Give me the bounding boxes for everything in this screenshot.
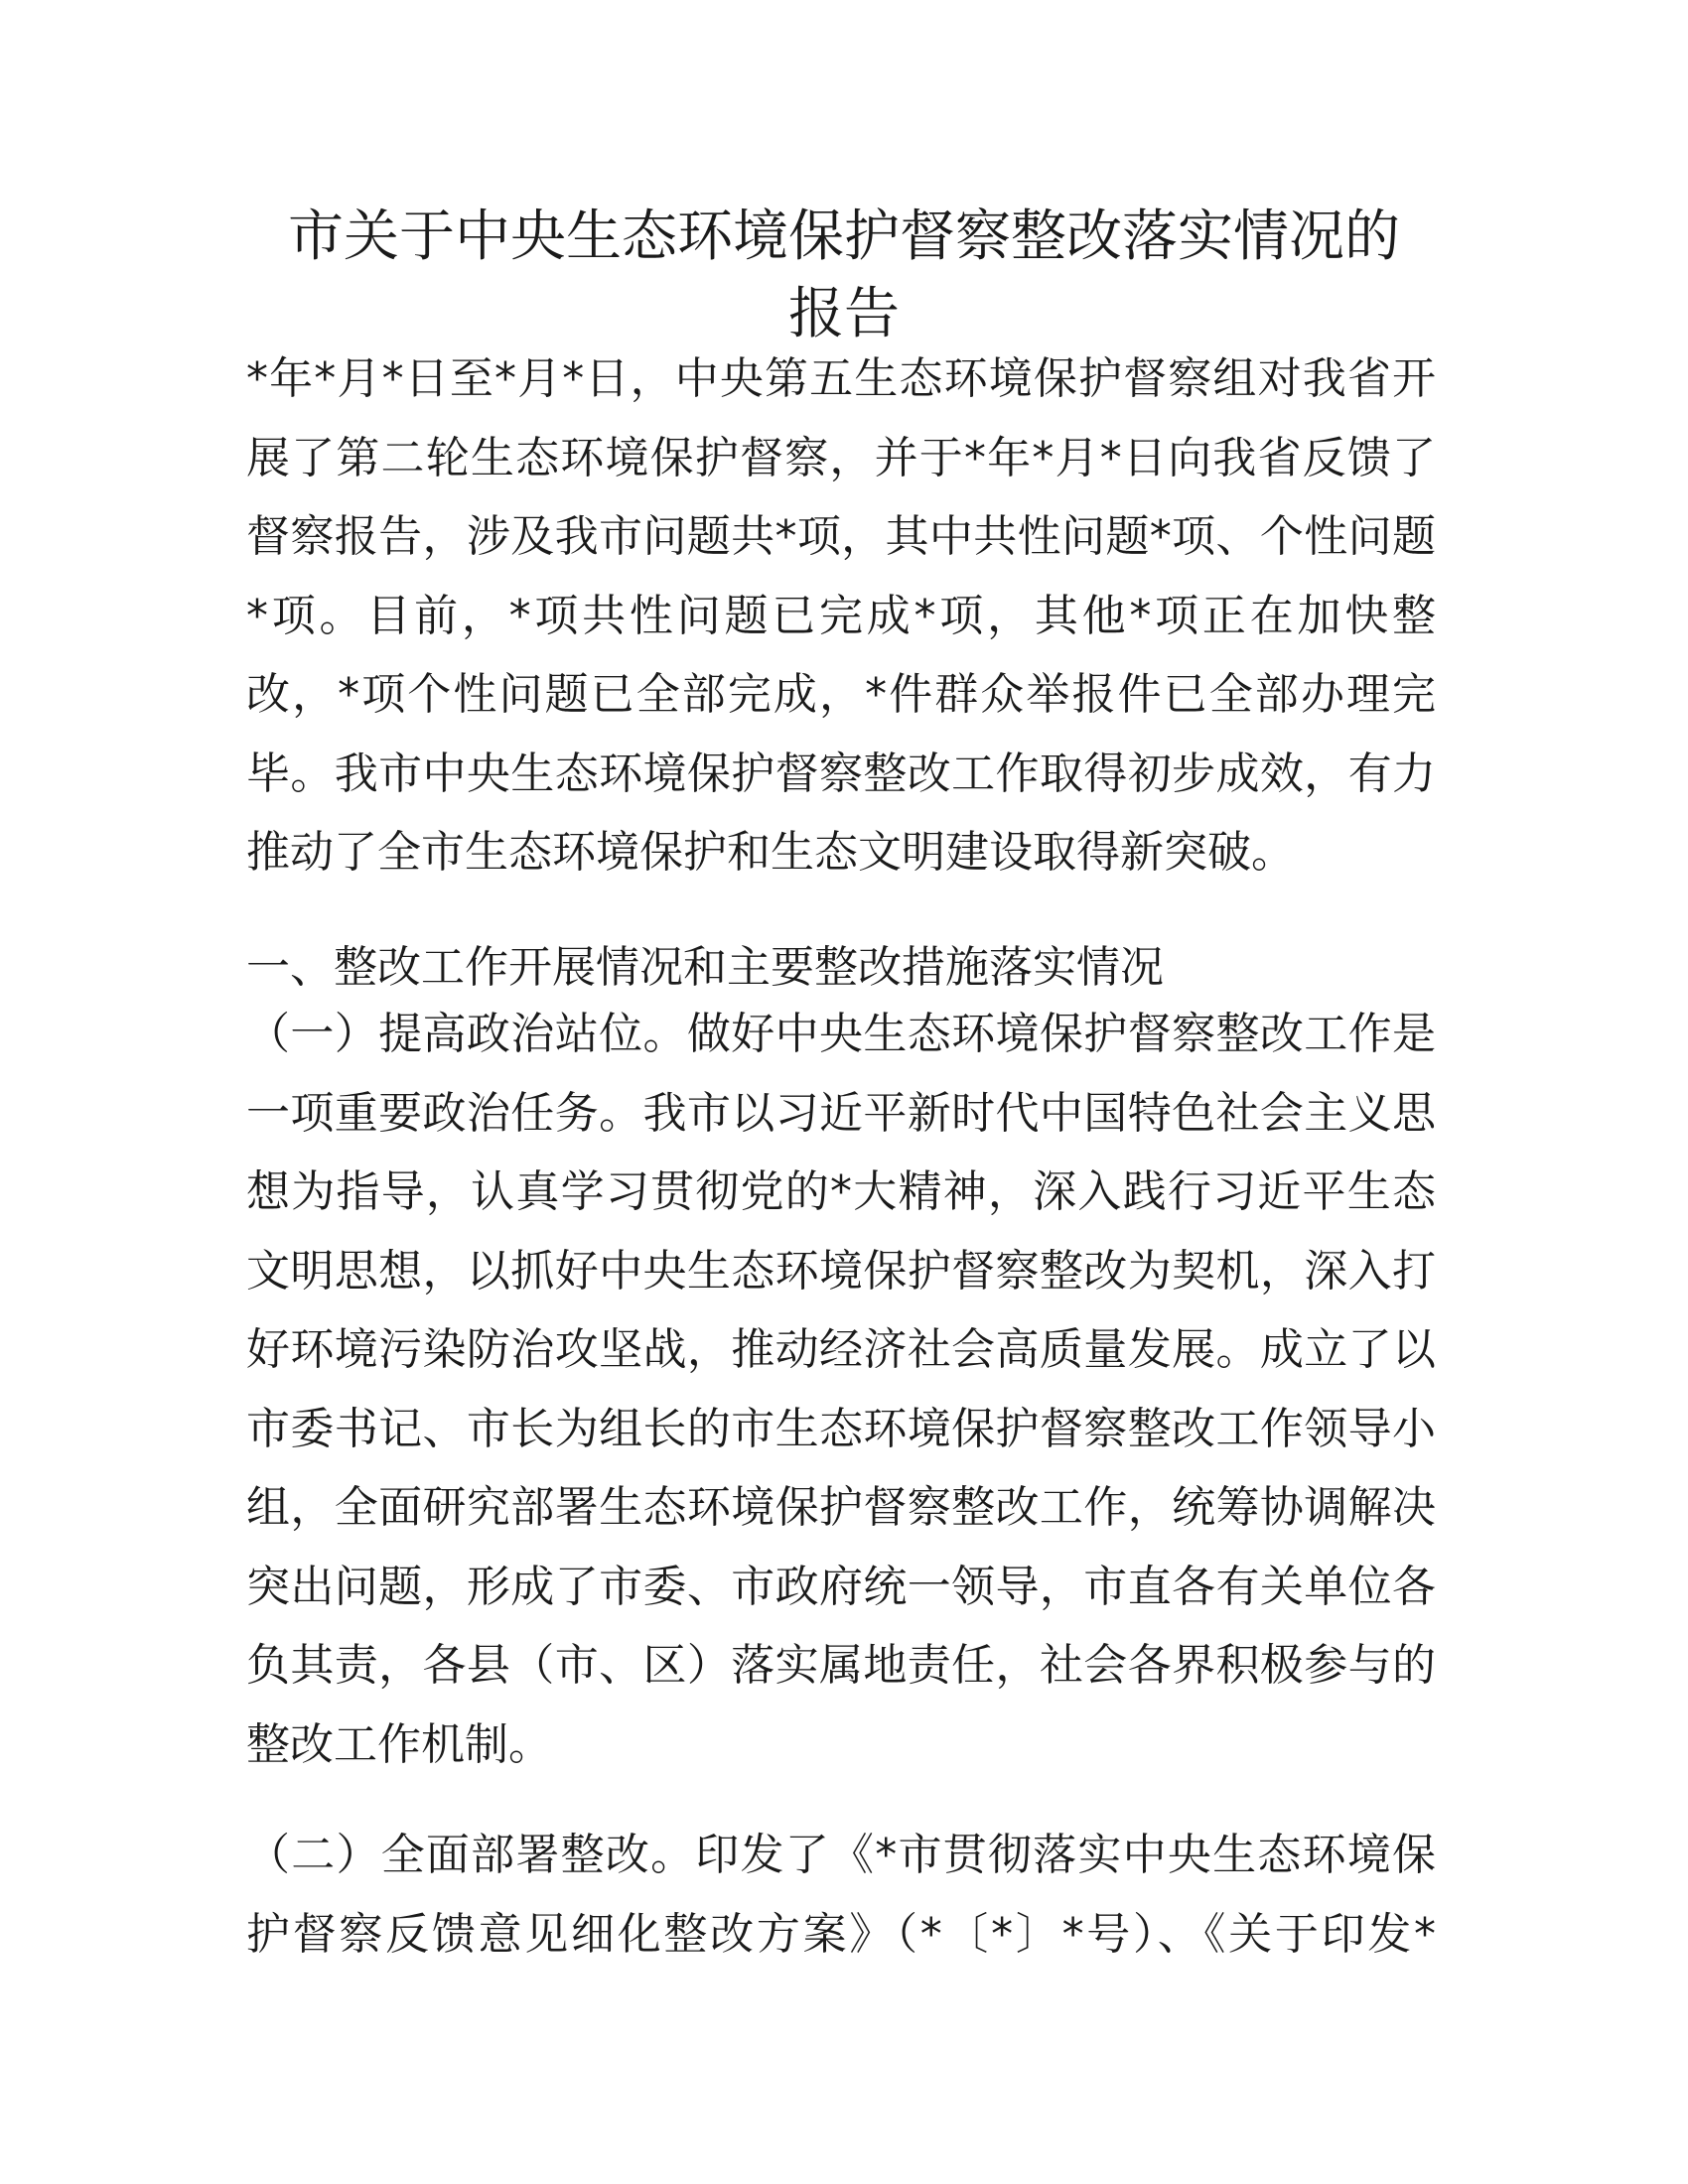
paragraph-line: 文明思想，以抓好中央生态环境保护督察整改为契机，深入打: [246, 1245, 1436, 1297]
intro-line: 推动了全市生态环境保护和生态文明建设取得新突破。: [246, 827, 1295, 878]
intro-line: 展了第二轮生态环境保护督察，并于*年*月*日向我省反馈了: [246, 432, 1436, 483]
title-line-1: 市关于中央生态环境保护督察整改落实情况的: [288, 205, 1400, 269]
paragraph-line: 负其责，各县（市、区）落实属地责任，社会各界积极参与的: [246, 1640, 1436, 1691]
paragraph-line: 整改工作机制。: [246, 1718, 552, 1770]
paragraph-line: （二）全面部署整改。印发了《*市贯彻落实中央生态环境保: [246, 1830, 1436, 1880]
intro-line: 毕。我市中央生态环境保护督察整改工作取得初步成效，有力: [246, 748, 1436, 799]
paragraph-political-stance: [246, 995, 1436, 1784]
paragraph-line: 想为指导，认真学习贯彻党的*大精神，深入践行习近平生态: [246, 1166, 1436, 1217]
paragraph-line: 一项重要政治任务。我市以习近平新时代中国特色社会主义思: [246, 1087, 1436, 1139]
paragraph-full-deployment: [246, 1816, 1436, 1974]
intro-line: 改，*项个性问题已全部完成，*件群众举报件已全部办理完: [246, 669, 1436, 720]
intro-line: *年*月*日至*月*日，中央第五生态环境保护督察组对我省开: [246, 353, 1436, 404]
paragraph-line: 护督察反馈意见细化整改方案》（*〔*〕*号）、《关于印发*: [246, 1908, 1436, 1960]
document-title: [248, 199, 1440, 353]
intro-paragraph: [246, 340, 1436, 892]
paragraph-line: 组，全面研究部署生态环境保护督察整改工作，统筹协调解决: [246, 1482, 1436, 1533]
intro-line: *项。目前，*项共性问题已完成*项，其他*项正在加快整: [246, 590, 1436, 641]
paragraph-line: 好环境污染防治攻坚战，推动经济社会高质量发展。成立了以: [246, 1324, 1436, 1375]
title-line-2: 报告: [788, 282, 900, 346]
paragraph-line: 突出问题，形成了市委、市政府统一领导，市直各有关单位各: [246, 1561, 1436, 1612]
intro-line: 督察报告，涉及我市问题共*项，其中共性问题*项、个性问题: [246, 511, 1436, 562]
section-heading: 一、整改工作开展情况和主要整改措施落实情况: [246, 942, 1164, 993]
paragraph-line: （一）提高政治站位。做好中央生态环境保护督察整改工作是: [246, 1009, 1436, 1059]
paragraph-line: 市委书记、市长为组长的市生态环境保护督察整改工作领导小: [246, 1403, 1436, 1454]
